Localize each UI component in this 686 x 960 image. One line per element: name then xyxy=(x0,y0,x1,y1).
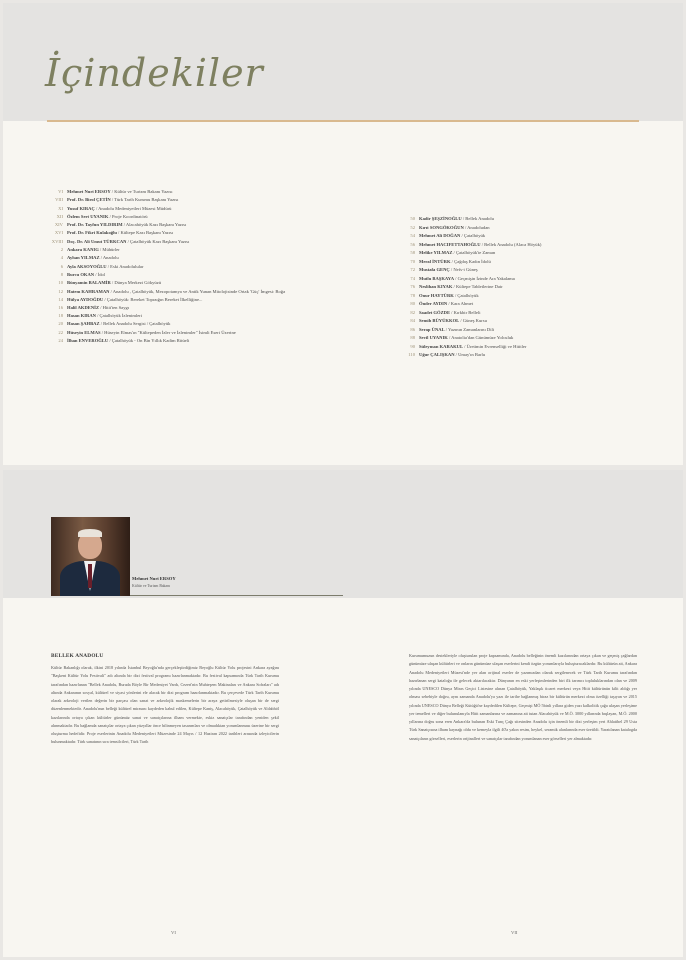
toc-author-name: Semih BÜYÜKKOL xyxy=(419,318,460,323)
toc-author-name: Ayla AKSOYOĞLU xyxy=(67,263,107,269)
toc-page-number: 78 xyxy=(410,292,415,298)
toc-page-number: 56 xyxy=(410,241,415,247)
toc-title: / Hitit'ten Saygı xyxy=(99,304,130,310)
toc-entry-text xyxy=(419,301,635,306)
toc-title: / Geçmişin İzinde Ara Yakalama xyxy=(454,275,515,281)
toc-author-name: Hüseyin ELMAS xyxy=(67,329,101,335)
toc-entry[interactable] xyxy=(33,272,373,277)
toc-author-name: Özlem Sert UYANIK xyxy=(67,213,109,219)
toc-entry-text xyxy=(67,230,373,235)
toc-entry[interactable] xyxy=(385,242,635,247)
toc-page-number: XIV xyxy=(54,222,63,228)
toc-entry[interactable] xyxy=(385,352,635,357)
toc-entry[interactable] xyxy=(385,335,635,340)
toc-page-number: 18 xyxy=(58,313,63,319)
toc-entry[interactable] xyxy=(33,297,373,302)
toc-title: / Bellek Anadolu (Alaca Höyük) xyxy=(480,241,542,247)
toc-entry-text xyxy=(419,216,635,221)
section-title: BELLEK ANADOLU xyxy=(51,653,104,659)
toc-author-name: Hasan ŞAHBAZ xyxy=(67,321,100,327)
toc-title: / Yazının Zamanlarını Dili xyxy=(444,326,495,332)
toc-author-name: Burcu OKAN xyxy=(67,271,95,277)
toc-entry-text xyxy=(67,297,373,302)
toc-page-number: VIII xyxy=(55,197,63,203)
toc-author-name: Doç. Dr. Ali Umut TÜRKCAN xyxy=(67,238,127,244)
toc-author-name: Mutlu BAŞKAYA xyxy=(419,275,455,281)
toc-entry-text xyxy=(67,338,373,343)
toc-author-name: Ayhan YILMAZ xyxy=(67,255,100,261)
toc-page-number: 86 xyxy=(410,326,415,332)
toc-page-number: 90 xyxy=(410,343,415,349)
toc-entry-text xyxy=(419,259,635,264)
toc-page-number: 6 xyxy=(60,263,63,269)
toc-title: / İdol xyxy=(94,271,106,277)
toc-author-name: Ankara KANIG xyxy=(67,247,99,253)
toc-title: / Çatalhöyük xyxy=(453,292,479,298)
toc-page-number: 82 xyxy=(410,309,415,315)
toc-entry[interactable] xyxy=(33,206,373,211)
toc-title: / Üretimin Evrenselliği ve Hititler xyxy=(463,343,527,349)
toc-author-name: Meral İNTÜRK xyxy=(419,258,451,264)
toc-entry[interactable] xyxy=(33,289,373,294)
caption-divider xyxy=(130,595,343,596)
toc-page-number: 110 xyxy=(408,352,415,357)
toc-entry-text xyxy=(67,289,373,294)
toc-entry[interactable] xyxy=(385,267,635,272)
toc-entry[interactable] xyxy=(33,330,373,335)
toc-page-number: 84 xyxy=(410,318,415,323)
toc-author-name: Hatem KAHRAMAN xyxy=(67,288,110,294)
toc-title: / Çatalhöyük xyxy=(460,233,486,238)
toc-entry-text xyxy=(67,197,373,202)
toc-entry-text xyxy=(67,264,373,269)
toc-author-name: Prof. Dr. Fikri Kulakoğlu xyxy=(67,230,117,236)
toc-title: / Anadoludan xyxy=(463,224,490,230)
toc-entry-text xyxy=(67,222,373,227)
toc-title: / Hüseyin Elmas'ın "Kültepeden İzler ve İzlenimler" İsimli Eseri Üzerine xyxy=(100,329,236,335)
toc-page-number: 54 xyxy=(410,233,415,238)
toc-title: / Proje Koordinatörü xyxy=(108,213,148,219)
caption-role: Kültür ve Turizm Bakanı xyxy=(132,584,171,588)
toc-entry[interactable] xyxy=(33,280,373,285)
toc-title: / Eski Anadolulular xyxy=(106,263,144,269)
toc-author-name: Prof. Dr. Birol ÇETİN xyxy=(67,197,111,203)
foreword-page xyxy=(3,470,683,957)
toc-entry-text xyxy=(67,280,373,285)
toc-page-number: 22 xyxy=(58,329,63,335)
toc-right-column xyxy=(385,216,635,361)
toc-entry-text xyxy=(67,255,373,260)
toc-title: / Kültür ve Turizm Bakanı Yazısı xyxy=(110,189,173,194)
toc-entry[interactable] xyxy=(385,259,635,264)
toc-title: / Çatalhöyük'te Zaman xyxy=(452,250,496,255)
toc-entry-text xyxy=(419,310,635,315)
toc-title: / Anatolia'dan Günümüze Yolculuk xyxy=(447,335,514,340)
toc-author-name: İlhan ENVEROĞLU xyxy=(67,337,109,343)
toc-title: / Anadolu xyxy=(99,255,119,261)
toc-author-name: Neslihan KIYAK xyxy=(419,284,453,289)
toc-entry[interactable] xyxy=(33,230,373,235)
toc-author-name: Mehmet HACIFETTAHOĞLU xyxy=(419,241,481,247)
toc-entry[interactable] xyxy=(385,250,635,255)
toc-title: / Dünya Merkezi Gökyüzü xyxy=(110,280,162,286)
toc-entry-text xyxy=(67,305,373,310)
page-number-left: VI xyxy=(171,930,176,935)
toc-entry-text xyxy=(67,189,373,194)
toc-page-number: 24 xyxy=(58,337,63,343)
toc-page-number: 88 xyxy=(410,335,415,340)
title-divider xyxy=(47,120,639,122)
toc-author-name: Prof. Dr. Tayfun YILDIRIM xyxy=(67,222,123,228)
toc-entry[interactable] xyxy=(385,233,635,238)
toc-page-number: 58 xyxy=(410,250,415,255)
toc-title: / Çatalhöyük Kazı Başkanı Yazısı xyxy=(126,238,190,244)
toc-page-number: 52 xyxy=(410,224,415,230)
toc-entry[interactable] xyxy=(33,313,373,318)
toc-page-number: 14 xyxy=(58,296,63,302)
toc-page-number: XVI xyxy=(54,230,63,236)
toc-entry-text xyxy=(419,276,635,281)
toc-entry-text xyxy=(419,284,635,289)
toc-entry[interactable] xyxy=(385,284,635,289)
toc-page-number: 76 xyxy=(410,284,415,289)
toc-entry[interactable] xyxy=(33,222,373,227)
toc-entry-text xyxy=(419,250,635,255)
toc-page-number: 74 xyxy=(410,275,415,281)
toc-entry[interactable] xyxy=(33,305,373,310)
toc-entry-text xyxy=(67,214,373,219)
toc-author-name: Melike YILMAZ xyxy=(419,250,453,255)
toc-author-name: Önder AYDIN xyxy=(419,301,448,306)
toc-entry[interactable] xyxy=(33,214,373,219)
toc-author-name: Bünyamin BALAMİR xyxy=(67,280,111,286)
page-number-right: VII xyxy=(511,930,518,935)
toc-author-name: Halil AKDENİZ xyxy=(67,304,100,310)
toc-author-name: Uğur ÇALIŞKAN xyxy=(419,352,455,357)
toc-author-name: Kırıt SONGÖKOĞUN xyxy=(419,224,464,230)
toc-page-number: XVIII xyxy=(51,238,63,244)
toc-entry[interactable] xyxy=(33,255,373,260)
toc-entry[interactable] xyxy=(385,225,635,230)
toc-entry[interactable] xyxy=(385,216,635,221)
toc-title: / Bellek Anadolu xyxy=(461,216,494,221)
toc-entry[interactable] xyxy=(385,344,635,349)
toc-author-name: Mehmet Nuri ERSOY xyxy=(67,189,111,194)
toc-title: / Çatalhöyük İzlenimleri xyxy=(95,313,143,319)
toc-author-name: Mehmet Ali DOĞAN xyxy=(419,233,461,238)
toc-title: / Alacahöyük Kazı Başkanı Yazısı xyxy=(122,222,187,228)
toc-page-number: 16 xyxy=(58,304,63,310)
toc-page-number: XI xyxy=(58,205,63,211)
body-text-left: Kültür Bakanlığı olarak, ilkini 2018 yılında İstanbul Beyoğlu'nda gerçekleştirdiğimiz Beyoğlu Kültür Yolu projesini Ankara ayağını "Başkent Kültür Yolu Festivali" adı altında bir dizi festival programı hazırlanmaktadır. Bu festival kapsamında Türk Tarih Kurumu tarafından hazırlanan "Bellek Anadolu, Burada Böyle Bir Medeniyet Vardı, Cezeri'nin Muhteşem Makinaları ve Ankara Sofraları" adı altında Ankaranın sosyal, kültürel ve siyasi yönlerini ele alacak bir dizi program hazırlanmaktadır. Bu çerçevede Türk Tarih Kurumu olarak arkeoloji verilen değerin bir parçası olan sanat ve arkeolojik maskemelerin bir araya getirilmesiyle oluşan bir de sergi düzenlenmektedir. Anadolu'nun belleği kültürel mirasını kaydeden kabul edilen, Kültepe Kaniş, Alacahöyük, Çatalhöyük ve Aldabhöl kazılarında ortaya çıkan kültürler günümüz sanat ve sanatçılarına ilham vermekte, eskiz sanatçılar tarafından yeniden şekil alınmaktadır. Bu bağlamda sanatçılar ortaya çıkan yüzyıllar önce bilinmeyen tasarımları ve olmadıktan yorumlanması üzerine bir sergi oluşturma hedefidir. Proje eserlerinin Anadolu Medeniyetleri Müzesinde 24 Mayıs / 12 Haziran 2022 tarihleri arasında izleyicilerin bulunmaktadır. Türk sanatının sıra temsilcileri, Türk Tarih xyxy=(51,665,279,745)
toc-title: / Umay'ın Barlu xyxy=(454,352,486,357)
toc-page-number: VI xyxy=(58,189,63,194)
toc-entry-text xyxy=(67,313,373,318)
toc-entry[interactable] xyxy=(385,318,635,323)
toc-title: / Nefs-i Güneş xyxy=(449,267,478,272)
toc-page-number: 12 xyxy=(58,288,63,294)
toc-author-name: Hasan KIRAN xyxy=(67,313,96,319)
toc-author-name: Süleyman KARAKUL xyxy=(419,343,464,349)
toc-title: / Kültepe Tabletlerine Dair xyxy=(452,284,503,289)
toc-author-name: Sevil UYANIK xyxy=(419,335,448,340)
toc-entry[interactable] xyxy=(33,197,373,202)
toc-title: / Türk Tarih Kurumu Başkanı Yazısı xyxy=(110,197,179,203)
toc-entry[interactable] xyxy=(33,321,373,326)
toc-entry-text xyxy=(419,293,635,298)
toc-entry-text xyxy=(419,344,635,349)
toc-author-name: Serap ÜNAL xyxy=(419,326,445,332)
toc-page-number: 10 xyxy=(58,280,63,286)
toc-entry-text xyxy=(67,206,373,211)
toc-author-name: Saadet GÖZDE xyxy=(419,309,451,315)
toc-entry[interactable] xyxy=(385,293,635,298)
toc-title: / Çatalhöyük - On Bin Yıllık Kadim Ritüeli xyxy=(108,337,190,343)
toc-author-name: Mustafa GENÇ xyxy=(419,267,450,272)
toc-page-number: 72 xyxy=(410,267,415,272)
toc-entry-text xyxy=(419,318,635,323)
toc-entry-text xyxy=(419,352,635,357)
toc-left-column xyxy=(33,189,373,346)
toc-title: / Çatalhöyük: Bereket Topraığın Bereket İlkelliğine... xyxy=(103,296,203,302)
toc-entry-text xyxy=(67,321,373,326)
toc-entry-text xyxy=(419,335,635,340)
toc-page-number: XII xyxy=(56,213,63,219)
toc-entry-text xyxy=(67,239,373,244)
toc-author-name: Yusuf KIRAÇ xyxy=(67,205,95,211)
toc-title: / Anadolu , Çatalhöyük, Mezopotamya ve Antik Yunan Mitolojisinde Ortak 'Güç' İmgesi: Boğa xyxy=(109,288,286,294)
toc-author-name: Onur HAYTÜRK xyxy=(419,292,454,298)
toc-page-number: 70 xyxy=(410,258,415,264)
toc-author-name: Hülya AYDOĞDU xyxy=(67,296,104,302)
toc-entry[interactable] xyxy=(33,189,373,194)
toc-entry[interactable] xyxy=(33,239,373,244)
toc-entry-text xyxy=(419,267,635,272)
toc-page-number: 80 xyxy=(410,301,415,306)
toc-entry-text xyxy=(419,242,635,247)
toc-title: / Anadolu Medeniyetleri Müzesi Müdürü xyxy=(94,205,172,211)
toc-entry[interactable] xyxy=(385,276,635,281)
caption-name: Mehmet Nuri ERSOY xyxy=(132,576,176,581)
toc-title: / Bellek Anadolu Sergisi / Çatalhöyük xyxy=(99,321,171,327)
toc-entry[interactable] xyxy=(385,327,635,332)
toc-page-number: 50 xyxy=(410,216,415,221)
toc-title: / Çağdaş Kadın İdolü xyxy=(450,258,491,264)
toc-title: / Kültepe Kazı Başkanı Yazısı xyxy=(116,230,174,236)
toc-entry[interactable] xyxy=(385,301,635,306)
minister-portrait-image xyxy=(51,517,130,596)
toc-entry[interactable] xyxy=(33,247,373,252)
toc-page-number: 8 xyxy=(60,271,63,277)
toc-title: / Mühürler xyxy=(98,247,120,253)
toc-page-number: 20 xyxy=(58,321,63,327)
toc-title: / Kırkbir Belleli xyxy=(450,309,481,315)
toc-title: / Kara Ahmet xyxy=(447,301,474,306)
toc-page-number: 2 xyxy=(60,247,63,253)
toc-entry[interactable] xyxy=(33,264,373,269)
toc-entry[interactable] xyxy=(33,338,373,343)
toc-entry-text xyxy=(67,272,373,277)
body-text-right: Kurumumuzun destekleriyle oluşturulan proje kapsamında, Anadolu belleğinin önemli kazılarından ortaya çıkan ve geçmiş çağlardan günümüze ulaşan kültürleri ve onların günümüze ulaşan eserlerini kendi özgün yorumlarıyla buluşturacaklardır. Bu kültürün ait, Ankara Anadolu Medeniyetleri Müzesi'nde yer alan orijinal eserler de yazımızdan olarak sergilenecek ve Türk Tarih Kurumu tarafından hazırlanan sergi kataloğu ile gelecek aktarılacaktır. Dünyanın en eski yerleşimlerinden biri ilk tarımcı topluluklarından olan ve 2009 yılında UNESCO Dünya Miras Geçici Listesine alınan Çatalhöyük, Yaklaşık ticaret merkezi veya Hitit kültürünün kilit aldığı yer olması sebebiyle doğru, aynı zamanda Anadolu'ya yazı ile tarihe bağlanmış biraz bir kültürün merkezi olma özelliği taşıyan ve 2015 yılında UNESCO Dünya Belleği Kütüğü'ne kaydedilen Kültepe, Geçmişi MÖ 5binli yıllara giden yazı kalkolitik çağa ulaşan yerleşime yer temelleri ve diğer bulunulanıyla Hitit zamanlarına ve zamanına ait tutan Alacahöyük ve M.Ö. 3000 yıllarında başlayan, M.Ö. 2000 yıllarına doğru sona eren Ankara'da bulunan Eski Tunç Çağı sitesinden Anadolu için önemli bir dizi yerleşim yeri Ahlatibel 29 Usta Türk Sanatçısına ilham kaynağı oldu ve kemeyla ilgili 40'a yakın resim, heykel, seramik alanlarında eser üretildi. Yaratılanan katalogda sanatçıların görselleri, eserlerin orijinalleri ve sanatçılar tarafından yorumlanan eser görselleri yer almaktadır. xyxy=(409,653,637,741)
toc-author-name: Kadir ŞEŞZİNOĞLU xyxy=(419,216,462,221)
toc-entry-text xyxy=(67,330,373,335)
toc-entry-text xyxy=(67,247,373,252)
toc-page-number: 4 xyxy=(60,255,63,261)
contents-page xyxy=(3,3,683,465)
toc-title: / Güneş Kursu xyxy=(459,318,487,323)
toc-entry-text xyxy=(419,225,635,230)
toc-entry-text xyxy=(419,327,635,332)
toc-entry[interactable] xyxy=(385,310,635,315)
page-title: İçindekiler xyxy=(45,51,264,95)
toc-entry-text xyxy=(419,233,635,238)
